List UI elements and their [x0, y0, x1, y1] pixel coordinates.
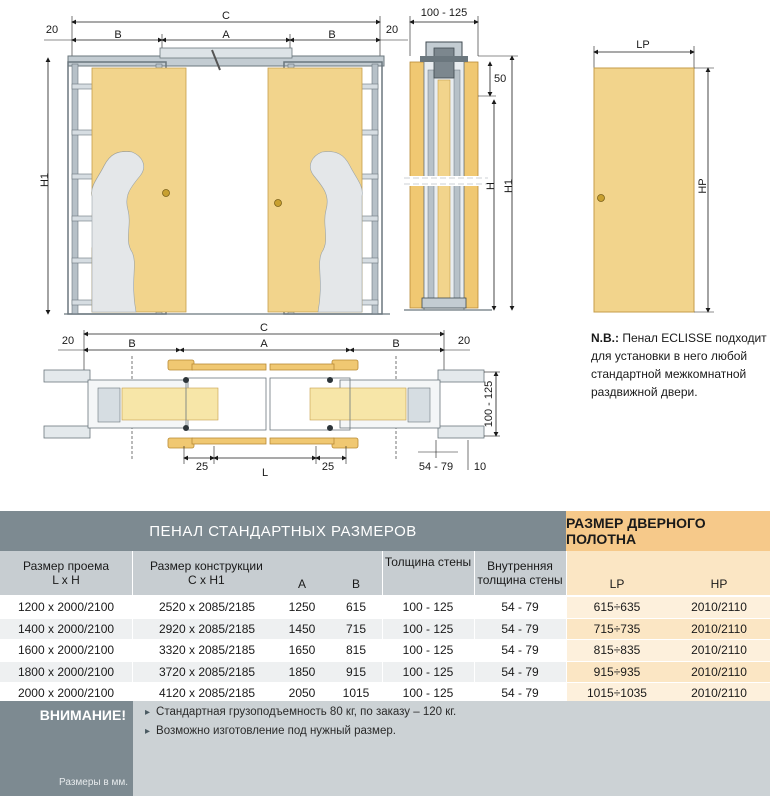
cell-hp: 2010/2110 — [691, 600, 747, 615]
col-construction-title: Размер конструкции — [150, 559, 263, 573]
attention-panel — [0, 701, 770, 796]
plan-dim-20-right-label: 20 — [457, 335, 471, 347]
cell-inner: 54 - 79 — [501, 600, 539, 615]
front-elevation — [39, 10, 408, 314]
attention-label-box — [0, 701, 133, 796]
plan-dim-b-right-label: B — [392, 338, 400, 350]
table-title: ПЕНАЛ СТАНДАРТНЫХ РАЗМЕРОВ — [0, 511, 566, 551]
col-b-header: B — [351, 577, 360, 591]
cell-wall: 100 - 125 — [402, 686, 454, 701]
cell-a: 1650 — [288, 643, 316, 658]
cell-lp: 615÷635 — [593, 600, 641, 615]
cell-inner: 54 - 79 — [501, 621, 539, 636]
cell-hp: 2010/2110 — [691, 664, 747, 679]
cell-construction: 3720 x 2085/2185 — [158, 664, 256, 679]
cell-b: 1015 — [342, 686, 370, 701]
attention-bullet: ▸ Возможно изготовление под нужный размер. — [145, 725, 396, 737]
col-a-header: A — [297, 577, 306, 591]
cell-opening: 1800 x 2000/2100 — [17, 664, 115, 679]
dim-a-label: A — [222, 29, 230, 41]
col-opening-title: Размер проема — [22, 559, 110, 573]
plan-dim-c-label: C — [260, 322, 268, 334]
plan-dim-25-right-label: 25 — [321, 461, 335, 473]
col-wall-header: Толщина стены — [384, 555, 472, 569]
col-inner-title: Внутренняя — [487, 559, 553, 573]
cell-construction: 4120 x 2085/2185 — [158, 686, 256, 701]
col-hp-header: HP — [710, 577, 728, 591]
dim-c-label: C — [222, 10, 230, 22]
cell-inner: 54 - 79 — [501, 643, 539, 658]
cell-opening: 1200 x 2000/2100 — [17, 600, 115, 615]
dim-wall-thickness-label: 100 - 125 — [420, 7, 468, 19]
cell-lp: 915÷935 — [593, 664, 641, 679]
cell-b: 615 — [345, 600, 367, 615]
dim-hp-label: HP — [697, 178, 709, 194]
cell-inner: 54 - 79 — [501, 686, 539, 701]
note-body: Пенал ECLISSE подходит для установки в него любой стандартной межкомнатной раздвижной двери. — [591, 331, 767, 399]
dim-h1-left-label: H1 — [39, 172, 51, 188]
cell-construction: 3320 x 2085/2185 — [158, 643, 256, 658]
plan-dim-20-left-label: 20 — [61, 335, 75, 347]
size-table — [0, 511, 770, 796]
dim-h-label: H — [485, 182, 497, 190]
plan-dim-l-label: L — [261, 467, 269, 479]
cell-construction: 2920 x 2085/2185 — [158, 621, 256, 636]
cell-b: 815 — [345, 643, 367, 658]
cell-wall: 100 - 125 — [402, 621, 454, 636]
cell-lp: 815÷835 — [593, 643, 641, 658]
cell-lp: 1015÷1035 — [587, 686, 647, 701]
cell-b: 715 — [345, 621, 367, 636]
cell-a: 1850 — [288, 664, 316, 679]
cell-inner: 54 - 79 — [501, 664, 539, 679]
col-inner-sub: толщина стены — [477, 573, 563, 587]
dim-b-right-label: B — [328, 29, 336, 41]
note-prefix: N.B.: — [591, 331, 619, 345]
attention-bullet: ▸ Стандартная грузоподъемность 80 кг, по заказу – 120 кг. — [145, 706, 456, 718]
attention-title: ВНИМАНИЕ! — [39, 707, 126, 723]
col-construction-sub: C x H1 — [188, 573, 225, 587]
plan-dim-inner-thickness-label: 54 - 79 — [418, 461, 454, 473]
cell-construction: 2520 x 2085/2185 — [158, 600, 256, 615]
plan-dim-b-left-label: B — [128, 338, 136, 350]
col-divider — [566, 551, 567, 701]
dim-20-right-label: 20 — [385, 24, 399, 36]
cell-wall: 100 - 125 — [402, 643, 454, 658]
cell-opening: 2000 x 2000/2100 — [17, 686, 115, 701]
cell-a: 2050 — [288, 686, 316, 701]
cell-wall: 100 - 125 — [402, 600, 454, 615]
door-leaf — [594, 39, 714, 312]
cell-opening: 1400 x 2000/2100 — [17, 621, 115, 636]
dim-lp-label: LP — [636, 39, 650, 51]
plan-dim-25-left-label: 25 — [195, 461, 209, 473]
units-note: Размеры в мм. — [59, 777, 128, 788]
col-lp-header: LP — [609, 577, 625, 591]
col-opening-header — [0, 551, 132, 595]
dim-h1-side-label: H1 — [503, 178, 515, 194]
plan-dim-10-label: 10 — [473, 461, 487, 473]
plan-view — [44, 322, 500, 479]
cell-wall: 100 - 125 — [402, 664, 454, 679]
plan-dim-a-label: A — [260, 338, 268, 350]
plan-dim-wall-thickness-label: 100 - 125 — [483, 380, 495, 428]
cell-opening: 1600 x 2000/2100 — [17, 643, 115, 658]
cell-a: 1250 — [288, 600, 316, 615]
door-size-title: РАЗМЕР ДВЕРНОГО ПОЛОТНА — [566, 511, 770, 551]
dim-20-left-label: 20 — [45, 24, 59, 36]
cell-b: 915 — [345, 664, 367, 679]
side-section — [404, 7, 518, 310]
col-opening-sub: L x H — [52, 573, 80, 587]
dim-50-label: 50 — [494, 73, 507, 85]
note-text — [591, 329, 767, 401]
cell-a: 1450 — [288, 621, 316, 636]
col-divider — [382, 551, 383, 701]
dim-b-left-label: B — [114, 29, 122, 41]
col-divider — [474, 551, 475, 701]
col-divider — [132, 551, 133, 701]
cell-lp: 715÷735 — [593, 621, 641, 636]
cell-hp: 2010/2110 — [691, 621, 747, 636]
col-inner-header — [474, 551, 566, 595]
cell-hp: 2010/2110 — [691, 643, 747, 658]
cell-hp: 2010/2110 — [691, 686, 747, 701]
